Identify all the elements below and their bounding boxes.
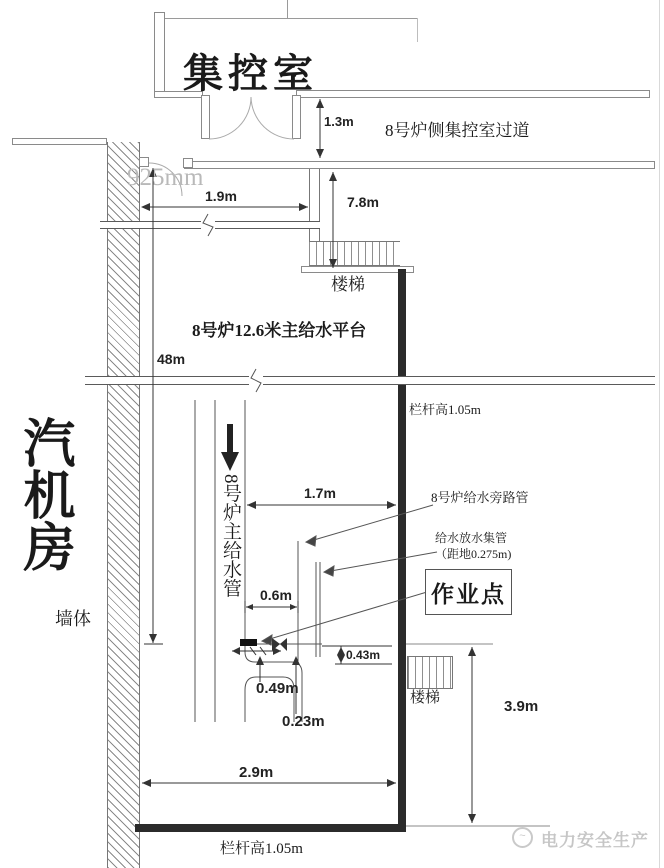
work-point-label: 作业点	[431, 581, 506, 607]
platform-label: 8号炉12.6米主给水平台	[192, 321, 367, 340]
main-feedwater-pipe-label: 8号炉主给水管	[220, 474, 241, 598]
break-symbol-upper	[201, 214, 215, 236]
dim-0-43m: 0.43m	[346, 648, 381, 662]
flow-direction-arrow	[221, 424, 239, 471]
dim-1-3m: 1.3m	[324, 114, 354, 129]
dim-0-23m: 0.23m	[282, 713, 325, 730]
dim-2-9m: 2.9m	[239, 764, 274, 781]
dim-1-9m: 1.9m	[205, 188, 237, 204]
control-room-title: 集控室	[183, 51, 318, 96]
stairs-upper-label: 楼梯	[331, 275, 365, 294]
door-arc-top	[209, 97, 294, 139]
dim-1-7m: 1.7m	[304, 485, 336, 501]
work-point-marker	[240, 639, 257, 646]
bypass-pipe-label: 8号炉给水旁路管	[431, 490, 529, 505]
dim-0-49m: 0.49m	[256, 680, 299, 697]
brand-logo-icon: ~	[512, 827, 533, 848]
leader-lines	[262, 505, 437, 645]
thin-floor-lines	[406, 644, 550, 826]
dim-3-9m: 3.9m	[504, 698, 539, 715]
drain-header-label: 给水放水集管	[435, 531, 508, 545]
turbine-hall-title: 汽机房	[15, 416, 72, 572]
railing-upper-label: 栏杆高1.05m	[409, 402, 481, 417]
wall-label: 墙体	[55, 609, 91, 629]
brand-watermark: 电力安全生产	[541, 831, 649, 850]
stairs-lower-label: 楼梯	[410, 690, 441, 706]
break-symbol-lower	[249, 369, 263, 392]
corridor-label: 8号炉侧集控室过道	[385, 121, 530, 140]
pipe-lines	[195, 400, 322, 722]
dim-0-6m: 0.6m	[260, 587, 292, 603]
watermark-925mm: 925mm	[127, 164, 204, 191]
drain-header-note: （距地0.275m)	[435, 547, 512, 561]
railing-lower-label: 栏杆高1.05m	[220, 841, 303, 857]
dim-7-8m: 7.8m	[347, 194, 379, 210]
dim-48m: 48m	[157, 351, 186, 367]
work-point-box	[425, 569, 512, 615]
